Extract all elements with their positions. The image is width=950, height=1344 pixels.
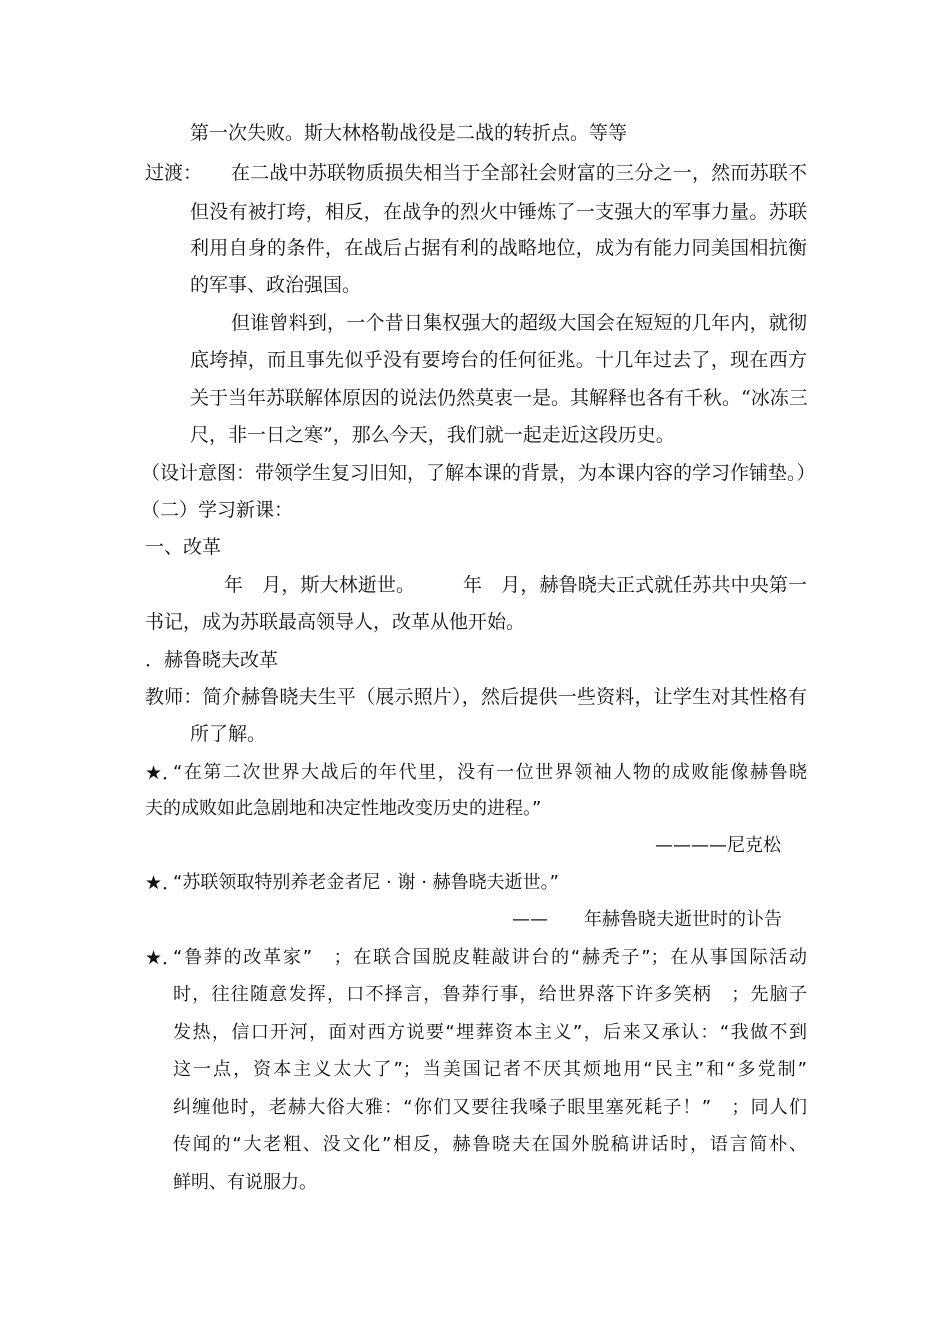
text-line: 但没有被打垮，相反，在战争的烈火中锤炼了一支强大的军事力量。苏联 — [190, 201, 807, 223]
text-line: 尺，非一日之寒”，那么今天，我们就一起走近这段历史。 — [190, 424, 675, 446]
text-line: 年 月，斯大林逝世。 年 月，赫鲁晓夫正式就任苏共中央第一 — [224, 574, 807, 596]
text-line: 但谁曾料到，一个昔日集权强大的超级大国会在短短的几年内，就彻 — [231, 312, 807, 334]
text-line: 关于当年苏联解体原因的说法仍然莫衷一是。其解释也各有千秋。“冰冻三 — [190, 387, 808, 409]
text-line: 所了解。 — [190, 723, 267, 745]
text-line: 底垮掉，而且事先似乎没有要垮台的任何征兆。十几年过去了，现在西方 — [190, 349, 807, 371]
quote-line: 纠缠他时，老赫大俗大雅：“你们又要往我嗓子眼里塞死耗子！” ；同人们 — [173, 1097, 807, 1118]
text-line: 的军事、政治强国。 — [190, 274, 362, 296]
quote-line: “在第二次世界大战后的年代里，没有一位世界领袖人物的成败能像赫鲁晓 — [173, 762, 807, 783]
quote-attribution: ————尼克松 — [655, 835, 781, 856]
quote-line: 鲜明、有说服力。 — [173, 1172, 317, 1193]
quote-line: 发热，信口开河，面对西方说要“埋葬资本主义”，后来又承认：“我做不到 — [173, 1022, 807, 1043]
transition-label: 过渡： — [145, 162, 203, 184]
text-line: 第一次失败。斯大林格勒战役是二战的转折点。等等 — [190, 122, 628, 144]
text-line: 教师：简介赫鲁晓夫生平（展示照片），然后提供一些资料，让学生对其性格有 — [145, 686, 807, 708]
quote-line: 时，往往随意发挥，口不择言，鲁莽行事，给世界落下许多笑柄 ；先脑子 — [173, 984, 807, 1005]
design-intent-note: （设计意图：带领学生复习旧知，了解本课的背景，为本课内容的学习作铺垫。） — [141, 462, 816, 484]
star-bullet: ★． — [145, 872, 182, 894]
text-line: 在二战中苏联物质损失相当于全部社会财富的三分之一，然而苏联不 — [231, 162, 807, 184]
subsection-heading: ．赫鲁晓夫改革 — [145, 649, 279, 671]
star-bullet: ★． — [145, 947, 182, 969]
quote-line: 这一点，资本主义太大了”；当美国记者不厌其烦地用“民主”和“多党制” — [173, 1059, 807, 1080]
section-heading: （二）学习新课： — [141, 499, 294, 521]
quote-line: “苏联领取特别养老金者尼 · 谢 · 赫鲁晓夫逝世。” — [173, 872, 559, 893]
star-bullet: ★． — [145, 762, 182, 784]
quote-line: 传闻的“大老粗、没文化”相反，赫鲁晓夫在国外脱稿讲话时，语言简朴、 — [173, 1134, 807, 1155]
quote-line: 夫的成败如此急剧地和决定性地改变历史的进程。” — [145, 798, 542, 819]
subsection-heading: 一、改革 — [145, 536, 222, 558]
text-line: 书记，成为苏联最高领导人，改革从他开始。 — [145, 611, 526, 633]
text-line: 利用自身的条件，在战后占据有利的战略地位，成为有能力同美国相抗衡 — [190, 237, 807, 259]
quote-attribution: —— 年赫鲁晓夫逝世时的讣告 — [512, 909, 782, 930]
quote-line: “鲁莽的改革家” ；在联合国脱皮鞋敲讲台的“赫秃子”；在从事国际活动 — [173, 947, 807, 968]
